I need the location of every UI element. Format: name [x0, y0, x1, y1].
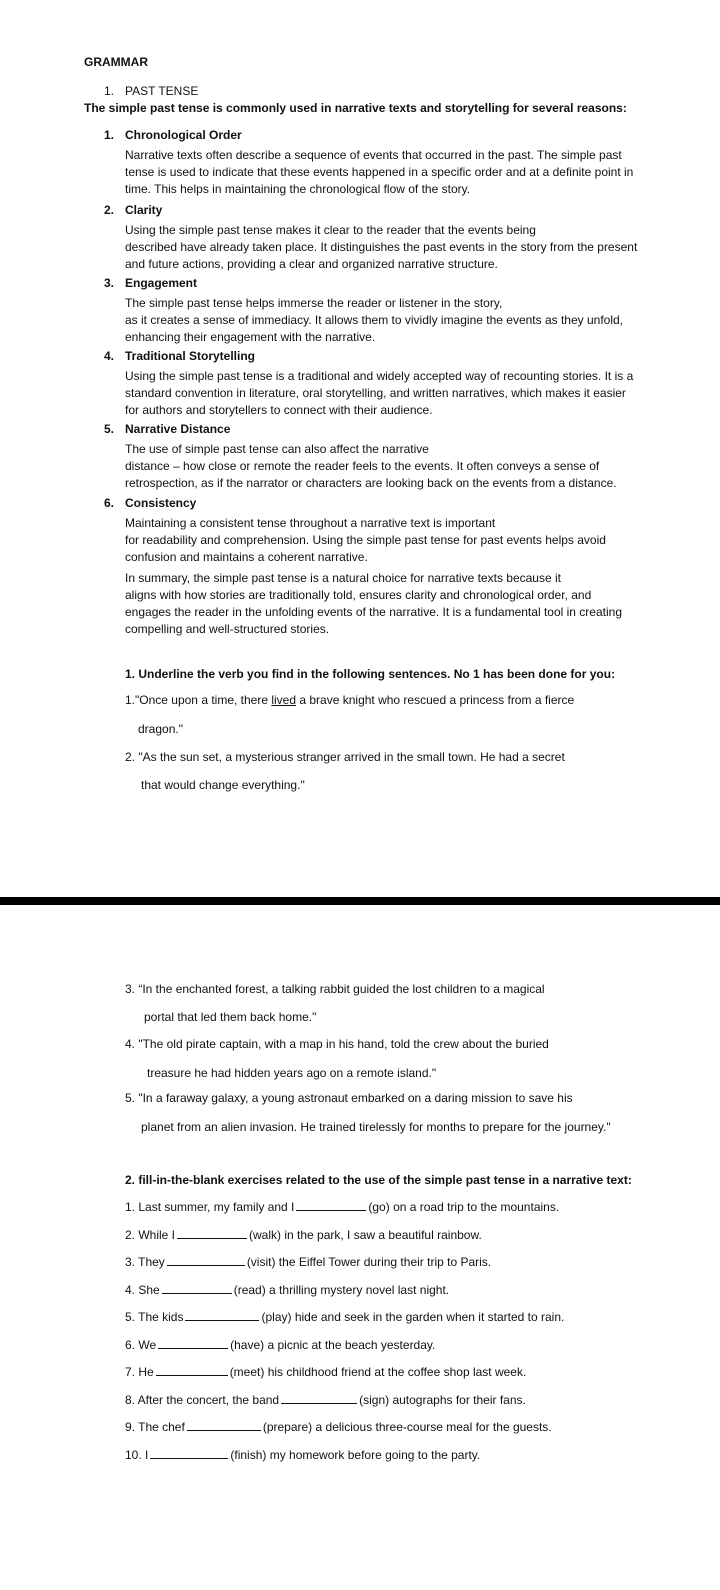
exercise1-heading: 1. Underline the verb you find in the following sentences. No 1 has been done for you:: [125, 667, 616, 681]
fill-item: [125, 1310, 564, 1324]
item-text: a brave knight who rescued a princess from a fierce: [296, 693, 575, 707]
exercise1-item-4-cont: treasure he had hidden years ago on a remote island.": [147, 1066, 437, 1080]
reason-body: [125, 368, 633, 419]
fill-item-prefix: 10. I: [125, 1448, 149, 1462]
reason-title: Narrative Distance: [125, 422, 231, 436]
reason-number: 2.: [104, 203, 115, 217]
fill-item-prefix: 1. Last summer, my family and I: [125, 1200, 295, 1214]
reason-title: Chronological Order: [125, 128, 242, 142]
item-text: 1."Once upon a time, there: [125, 693, 272, 707]
answer-blank[interactable]: [156, 1374, 228, 1376]
exercise2-heading: 2. fill-in-the-blank exercises related to the use of the simple past tense in a narrative text:: [125, 1173, 632, 1187]
reason-line: Narrative texts often describe a sequence of events that occurred in the past. The simple past: [125, 148, 622, 162]
reason-line: distance – how close or remote the reader feels to the events. It often conveys a sense of: [125, 459, 600, 473]
section-title: PAST TENSE: [125, 84, 199, 98]
reason-number: 4.: [104, 349, 115, 363]
underlined-verb: lived: [271, 693, 297, 707]
reason-number: 3.: [104, 276, 115, 290]
reason-number: 6.: [104, 496, 115, 510]
fill-item-prefix: 6. We: [125, 1338, 157, 1352]
exercise1-item-5-cont: planet from an alien invasion. He trained tirelessly for months to prepare for the journey.": [141, 1120, 611, 1134]
fill-item-suffix: (prepare) a delicious three-course meal for the guests.: [262, 1420, 552, 1434]
fill-item-prefix: 3. They: [125, 1255, 165, 1269]
answer-blank[interactable]: [162, 1292, 232, 1294]
page-title: GRAMMAR: [84, 55, 148, 69]
fill-item-suffix: (finish) my homework before going to the party.: [230, 1448, 481, 1462]
fill-item: [125, 1393, 526, 1407]
reason-line: enhancing their engagement with the narrative.: [125, 330, 376, 344]
reason-line: described have already taken place. It distinguishes the past events in the story from the present: [125, 240, 638, 254]
fill-item: [125, 1365, 526, 1379]
reason-line: The simple past tense helps immerse the reader or listener in the story,: [125, 296, 503, 310]
reason-body: [125, 515, 606, 566]
reason-body: [125, 147, 633, 198]
exercise1-item-4: 4. "The old pirate captain, with a map in his hand, told the crew about the buried: [125, 1037, 549, 1051]
reason-line: time. This helps in maintaining the chronological flow of the story.: [125, 182, 471, 196]
reason-line: for readability and comprehension. Using the simple past tense for past events helps avoid: [125, 533, 606, 547]
summary-line: compelling and well-structured stories.: [125, 622, 330, 636]
reason-line: standard convention in literature, oral storytelling, and written narratives, which makes it easier: [125, 386, 626, 400]
reason-line: for authors and storytellers to connect with their audience.: [125, 403, 433, 417]
reason-line: Using the simple past tense makes it clear to the reader that the events being: [125, 223, 536, 237]
fill-item-suffix: (visit) the Eiffel Tower during their trip to Paris.: [246, 1255, 492, 1269]
reason-title: Consistency: [125, 496, 197, 510]
fill-item-prefix: 5. The kids: [125, 1310, 184, 1324]
summary-line: In summary, the simple past tense is a natural choice for narrative texts because it: [125, 571, 561, 585]
fill-item-prefix: 2. While I: [125, 1228, 176, 1242]
exercise1-item-3-cont: portal that led them back home.": [144, 1010, 317, 1024]
reason-line: tense is used to indicate that these events happened in a specific order and at a definite point in: [125, 165, 634, 179]
exercise1-item-1-cont: dragon.": [138, 722, 183, 736]
fill-item: [125, 1255, 491, 1269]
fill-item-prefix: 9. The chef: [125, 1420, 185, 1434]
intro-sentence: The simple past tense is commonly used in narrative texts and storytelling for several reasons:: [84, 101, 627, 115]
reason-line: as it creates a sense of immediacy. It allows them to vividly imagine the events as they unfold,: [125, 313, 624, 327]
fill-item: [125, 1420, 552, 1434]
reason-title: Clarity: [125, 203, 163, 217]
fill-item-suffix: (meet) his childhood friend at the coffee shop last week.: [229, 1365, 527, 1379]
reason-body: [125, 441, 617, 492]
fill-item-prefix: 7. He: [125, 1365, 154, 1379]
reason-line: retrospection, as if the narrator or characters are looking back on the events from a distance.: [125, 476, 617, 490]
fill-item-suffix: (read) a thrilling mystery novel last night.: [233, 1283, 450, 1297]
exercise1-item-5: 5. "In a faraway galaxy, a young astronaut embarked on a daring mission to save his: [125, 1091, 573, 1105]
fill-item-suffix: (play) hide and seek in the garden when it started to rain.: [261, 1310, 565, 1324]
fill-item: [125, 1228, 482, 1242]
reason-line: The use of simple past tense can also affect the narrative: [125, 442, 429, 456]
page-break-divider: [0, 897, 720, 905]
answer-blank[interactable]: [296, 1209, 366, 1211]
reason-number: 1.: [104, 128, 115, 142]
fill-item-suffix: (have) a picnic at the beach yesterday.: [230, 1338, 436, 1352]
fill-item-suffix: (walk) in the park, I saw a beautiful rainbow.: [249, 1228, 482, 1242]
summary-paragraph: [125, 570, 622, 638]
answer-blank[interactable]: [158, 1347, 228, 1349]
answer-blank[interactable]: [167, 1264, 245, 1266]
answer-blank[interactable]: [281, 1402, 357, 1404]
fill-item-suffix: (sign) autographs for their fans.: [359, 1393, 526, 1407]
fill-item: [125, 1338, 435, 1352]
answer-blank[interactable]: [185, 1319, 259, 1321]
reason-title: Traditional Storytelling: [125, 349, 256, 363]
answer-blank[interactable]: [150, 1457, 228, 1459]
fill-item-prefix: 8. After the concert, the band: [125, 1393, 280, 1407]
exercise1-item-2: 2. "As the sun set, a mysterious stranger arrived in the small town. He had a secret: [125, 750, 565, 764]
fill-item-prefix: 4. She: [125, 1283, 160, 1297]
reason-number: 5.: [104, 422, 115, 436]
exercise1-item-2-cont: that would change everything.": [141, 778, 305, 792]
answer-blank[interactable]: [177, 1237, 247, 1239]
reason-body: [125, 295, 623, 346]
reason-body: [125, 222, 637, 273]
reason-line: Using the simple past tense is a traditional and widely accepted way of recounting stories. It is a: [125, 369, 634, 383]
section-number: 1.: [104, 84, 115, 98]
fill-item: [125, 1200, 559, 1214]
answer-blank[interactable]: [187, 1429, 261, 1431]
fill-item: [125, 1283, 449, 1297]
reason-title: Engagement: [125, 276, 198, 290]
reason-line: confusion and maintains a coherent narrative.: [125, 550, 368, 564]
reason-line: Maintaining a consistent tense throughout a narrative text is important: [125, 516, 496, 530]
exercise1-item-1: [125, 693, 574, 707]
exercise1-item-3: 3. “In the enchanted forest, a talking rabbit guided the lost children to a magical: [125, 982, 545, 996]
fill-item: [125, 1448, 480, 1462]
reason-line: and future actions, providing a clear and organized narrative structure.: [125, 257, 498, 271]
summary-line: aligns with how stories are traditionally told, ensures clarity and chronological order, and: [125, 588, 592, 602]
fill-item-suffix: (go) on a road trip to the mountains.: [368, 1200, 560, 1214]
summary-line: engages the reader in the unfolding events of the narrative. It is a fundamental tool in creating: [125, 605, 622, 619]
